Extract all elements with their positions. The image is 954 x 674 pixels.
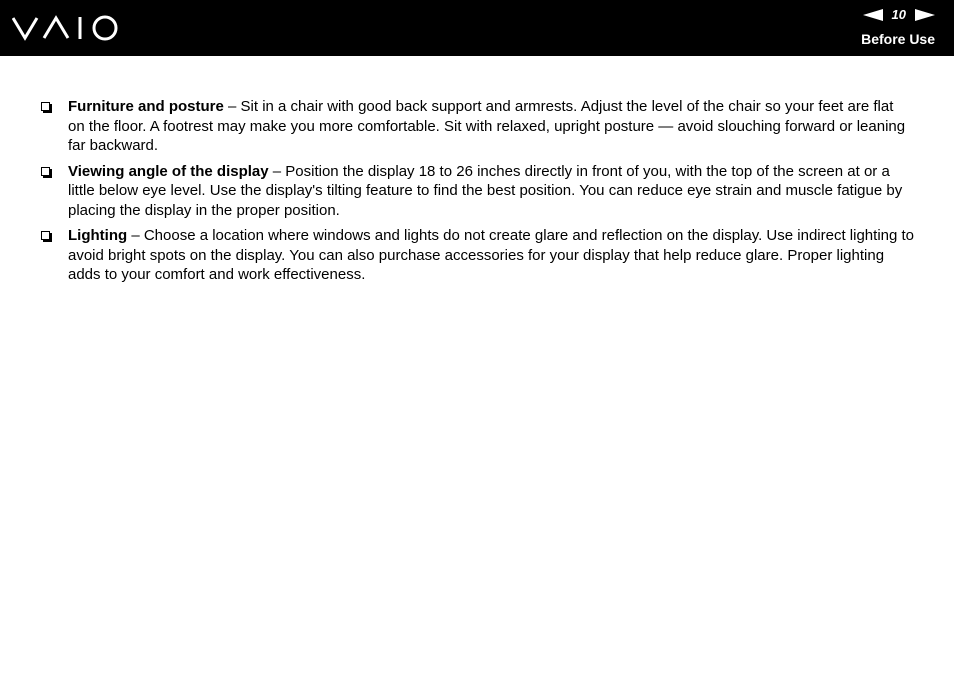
- checkbox-bullet-icon: [41, 231, 50, 240]
- checkbox-bullet-icon: [41, 167, 50, 176]
- list-item-lighting: [40, 226, 914, 285]
- item-text: – Position the display 18 to 26 inches directly in front of you, with the top of the screen at or a little below eye level. Use the display's tilting feature to find the best position. You can reduce eye strain and muscle fatigue by placing the display in the proper position.: [68, 162, 903, 219]
- triangle-left-icon[interactable]: [863, 9, 883, 21]
- checkbox-bullet-icon: [41, 102, 50, 111]
- item-text: – Sit in a chair with good back support and armrests. Adjust the level of the chair so your feet are flat on the floor. A footrest may make you more comfortable. Sit with relaxed, upright posture — avoid slouching forward or leaning far backward.: [68, 98, 906, 154]
- item-title: Lighting: [68, 227, 128, 244]
- page-header: [0, 0, 954, 56]
- item-title: Viewing angle of the display: [68, 162, 269, 180]
- page-number: 10: [891, 7, 906, 22]
- vaio-logo-icon: [12, 13, 120, 43]
- triangle-right-icon[interactable]: [915, 9, 935, 21]
- list-item-viewing-angle: [40, 162, 914, 221]
- document-content: [40, 97, 914, 291]
- section-title: Before Use: [861, 31, 935, 47]
- list-item-furniture: [40, 97, 914, 156]
- item-title: Furniture and posture: [68, 98, 224, 115]
- item-text: – Choose a location where windows and lights do not create glare and reflection on the display. Use indirect lighting to avoid bright spots on the display. You can also purchase accessories for your display that help reduce glare. Proper lighting adds to your comfort and work effectiveness.: [68, 227, 915, 283]
- page-navigation: [863, 7, 935, 23]
